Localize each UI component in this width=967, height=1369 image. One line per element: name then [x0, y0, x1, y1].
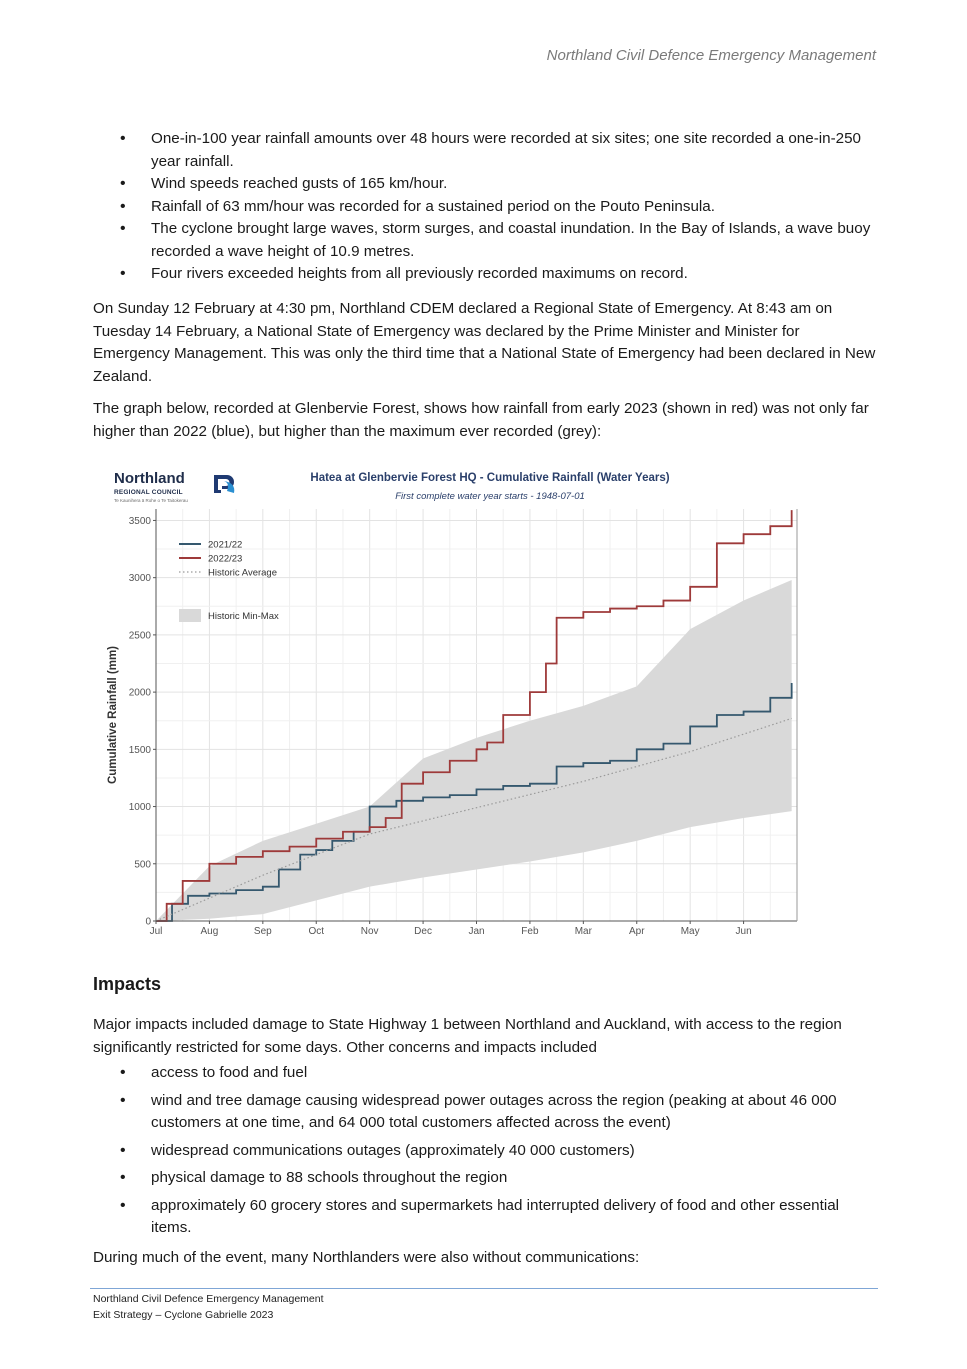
logo-subtitle: REGIONAL COUNCIL	[114, 489, 183, 496]
page-header: Northland Civil Defence Emergency Management	[546, 47, 876, 64]
y-tick-label: 3000	[128, 573, 151, 585]
x-tick-label: May	[680, 926, 700, 937]
closing-paragraph: During much of the event, many Northlanders were also without communications:	[93, 1249, 640, 1266]
impacts-bullet-list	[93, 1062, 878, 1245]
x-tick-label: Mar	[574, 926, 592, 937]
y-tick-label: 2000	[128, 687, 151, 699]
y-tick-label: 0	[145, 916, 151, 928]
x-tick-label: Sep	[253, 926, 272, 937]
list-item: • Rainfall of 63 mm/hour was recorded for a sustained period on the Pouto Peninsula.	[93, 196, 878, 219]
y-tick-label: 2500	[128, 630, 151, 642]
x-tick-label: Aug	[200, 926, 219, 937]
rainfall-chart	[100, 462, 810, 952]
legend-historic-average-label: Historic Average	[208, 567, 277, 579]
chart-title: Hatea at Glenbervie Forest HQ - Cumulative Rainfall (Water Years)	[310, 472, 670, 484]
x-tick-label: Oct	[308, 926, 325, 937]
legend-historic-min-max-swatch	[179, 609, 201, 622]
list-item: • wind and tree damage causing widespread power outages across the region (peaking at about 46 000 customers at one time, and 64 000 total customers affected across the event)	[93, 1090, 878, 1135]
list-item: • approximately 60 grocery stores and supermarkets had interrupted delivery of food and other essential items.	[93, 1195, 878, 1240]
footer-document: Exit Strategy – Cyclone Gabrielle 2023	[93, 1309, 274, 1321]
intro-bullet-list	[93, 128, 878, 286]
y-axis-label: Cumulative Rainfall (mm)	[107, 645, 119, 785]
legend-historic-min-max-label: Historic Min-Max	[208, 611, 279, 622]
x-tick-label: Dec	[414, 926, 432, 937]
wave-logo-icon	[212, 472, 236, 494]
list-item: • access to food and fuel	[93, 1062, 878, 1085]
footer-org: Northland Civil Defence Emergency Management	[93, 1293, 324, 1305]
legend-2022-23-label: 2022/23	[208, 553, 243, 565]
list-item: • The cyclone brought large waves, storm surges, and coastal inundation. In the Bay of Islands, a wave buoy recorded a wave height of 10.9 metres.	[93, 218, 878, 263]
graph-intro-paragraph: The graph below, recorded at Glenbervie Forest, shows how rainfall from early 2023 (shown in red) was not only far higher than 2022 (blue), but higher than the maximum ever recorded (grey):	[93, 400, 869, 440]
footer-divider	[90, 1288, 878, 1289]
logo-name: Northland	[114, 470, 185, 487]
declaration-paragraph: On Sunday 12 February at 4:30 pm, Northland CDEM declared a Regional State of Emergency. At 8:43 am on Tuesday 14 February, a National State of Emergency was declared by the Prime Minister and Minister for Emergency Management. This was only the third time that a National State of Emergency had been declared in New Zealand.	[93, 300, 876, 385]
northland-logo	[114, 470, 234, 510]
y-tick-label: 500	[134, 859, 151, 871]
x-tick-label: Jun	[735, 926, 752, 937]
legend-2021-22-label: 2021/22	[208, 539, 243, 551]
list-item: • Wind speeds reached gusts of 165 km/hour.	[93, 173, 878, 196]
list-item: • One-in-100 year rainfall amounts over 48 hours were recorded at six sites; one site recorded a one-in-250 year rainfall.	[93, 128, 878, 173]
chart-subtitle: First complete water year starts - 1948-07-01	[395, 491, 585, 502]
y-tick-label: 1000	[128, 802, 151, 814]
logo-tagline: Te Kaunihera ā Rohe o Te Taitokerau	[114, 498, 188, 503]
x-tick-label: Jul	[149, 926, 163, 937]
x-tick-label: Apr	[628, 926, 645, 937]
x-tick-label: Nov	[360, 926, 379, 937]
list-item: • Four rivers exceeded heights from all previously recorded maximums on record.	[93, 263, 878, 286]
x-tick-label: Jan	[468, 926, 485, 937]
impacts-intro-paragraph: Major impacts included damage to State Highway 1 between Northland and Auckland, with access to the region significantly restricted for some days. Other concerns and impacts included	[93, 1016, 842, 1056]
list-item: • physical damage to 88 schools throughout the region	[93, 1167, 878, 1190]
chart-canvas	[100, 462, 810, 952]
y-tick-label: 1500	[128, 744, 151, 756]
y-tick-label: 3500	[128, 515, 151, 527]
list-item: • widespread communications outages (approximately 40 000 customers)	[93, 1140, 878, 1163]
impacts-heading: Impacts	[93, 974, 162, 994]
x-tick-label: Feb	[521, 926, 539, 937]
